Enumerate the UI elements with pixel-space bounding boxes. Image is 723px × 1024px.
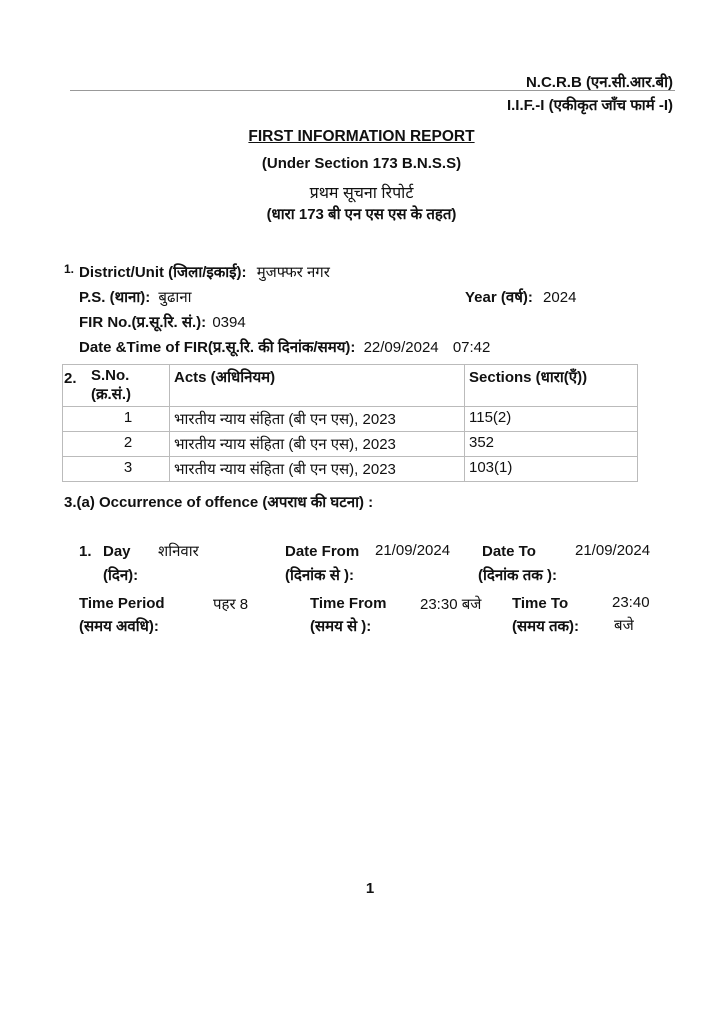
ps-row: [79, 287, 192, 307]
ps-label: P.S. (थाना):: [79, 289, 151, 306]
district-value: मुजफ्फर नगर: [256, 264, 330, 281]
date-to-value: 21/09/2024: [575, 542, 651, 559]
report-title: [0, 128, 723, 146]
item1-number: 1.: [64, 262, 75, 276]
col-sections: Sections (धारा(एँ)): [465, 365, 638, 407]
district-row: [79, 262, 330, 282]
fir-datetime-label: Date &Time of FIR(प्र.सू.रि. की दिनांक/समय):: [79, 339, 356, 356]
time-from-label: Time From: [310, 595, 387, 612]
fir-row: [79, 312, 246, 332]
row-sno: 2: [63, 432, 170, 457]
day-label-hindi: (दिन):: [103, 567, 139, 584]
ps-value: बुढाना: [158, 289, 192, 306]
header-iif: I.I.F.-I (एकीकृत जाँच फार्म -I): [506, 97, 673, 114]
date-to-label-hindi: (दिनांक तक ):: [478, 567, 557, 584]
time-period-label: Time Period: [79, 595, 165, 612]
report-section-hindi: (धारा 173 बी एन एस एस के तहत): [266, 206, 457, 223]
header-ncrb: N.C.R.B (एन.सी.आर.बी): [525, 74, 673, 91]
day-label: Day: [103, 543, 131, 560]
fir-date-value: 22/09/2024: [363, 339, 439, 356]
table-row: [63, 457, 638, 482]
time-to-value-suffix: बजे: [614, 617, 634, 634]
row-act: भारतीय न्याय संहिता (बी एन एस), 2023: [170, 457, 465, 482]
row-section: 352: [465, 432, 638, 457]
fir-datetime-row: [79, 337, 490, 357]
acts-table-header: [63, 365, 638, 407]
occurrence-sub-number: 1.: [79, 543, 92, 560]
time-period-value: पहर 8: [213, 596, 249, 613]
fir-label: FIR No.(प्र.सू.रि. सं.):: [79, 314, 207, 331]
item2-number: 2.: [64, 370, 77, 387]
fir-value: 0394: [212, 314, 246, 331]
fir-time-value: 07:42: [452, 339, 491, 356]
acts-table: [62, 364, 638, 482]
year-value: 2024: [543, 289, 577, 306]
date-from-label-hindi: (दिनांक से ):: [285, 567, 355, 584]
table-row: [63, 432, 638, 457]
report-title-english: FIRST INFORMATION REPORT: [248, 128, 475, 145]
row-section: 115(2): [465, 407, 638, 432]
date-to-label: Date To: [482, 543, 536, 560]
table-row: [63, 407, 638, 432]
district-label: District/Unit (जिला/इकाई):: [79, 264, 247, 281]
time-from-label-hindi: (समय से ):: [310, 618, 372, 635]
row-act: भारतीय न्याय संहिता (बी एन एस), 2023: [170, 432, 465, 457]
report-section-english: (Under Section 173 B.N.S.S): [261, 155, 462, 172]
page-number: 1: [365, 880, 375, 897]
time-from-value: 23:30 बजे: [420, 596, 482, 613]
time-to-label-hindi: (समय तक):: [512, 618, 580, 635]
date-from-value: 21/09/2024: [375, 542, 451, 559]
row-act: भारतीय न्याय संहिता (बी एन एस), 2023: [170, 407, 465, 432]
report-title-hindi: प्रथम सूचना रिपोर्ट: [309, 185, 414, 202]
row-sno: 3: [63, 457, 170, 482]
time-period-label-hindi: (समय अवधि):: [79, 618, 159, 635]
col-acts: Acts (अधिनियम): [170, 365, 465, 407]
row-section: 103(1): [465, 457, 638, 482]
time-to-label: Time To: [512, 595, 569, 612]
date-from-label: Date From: [285, 543, 360, 560]
time-to-value: 23:40: [612, 594, 650, 611]
year-label: Year (वर्ष):: [465, 289, 533, 306]
row-sno: 1: [63, 407, 170, 432]
day-value: शनिवार: [158, 543, 199, 560]
occurrence-heading: 3.(a) Occurrence of offence (अपराध की घटना) :: [64, 494, 374, 511]
header-divider: [70, 90, 675, 91]
year-row: [465, 287, 576, 307]
col-sno: S.No. (क्र.सं.): [63, 365, 170, 407]
